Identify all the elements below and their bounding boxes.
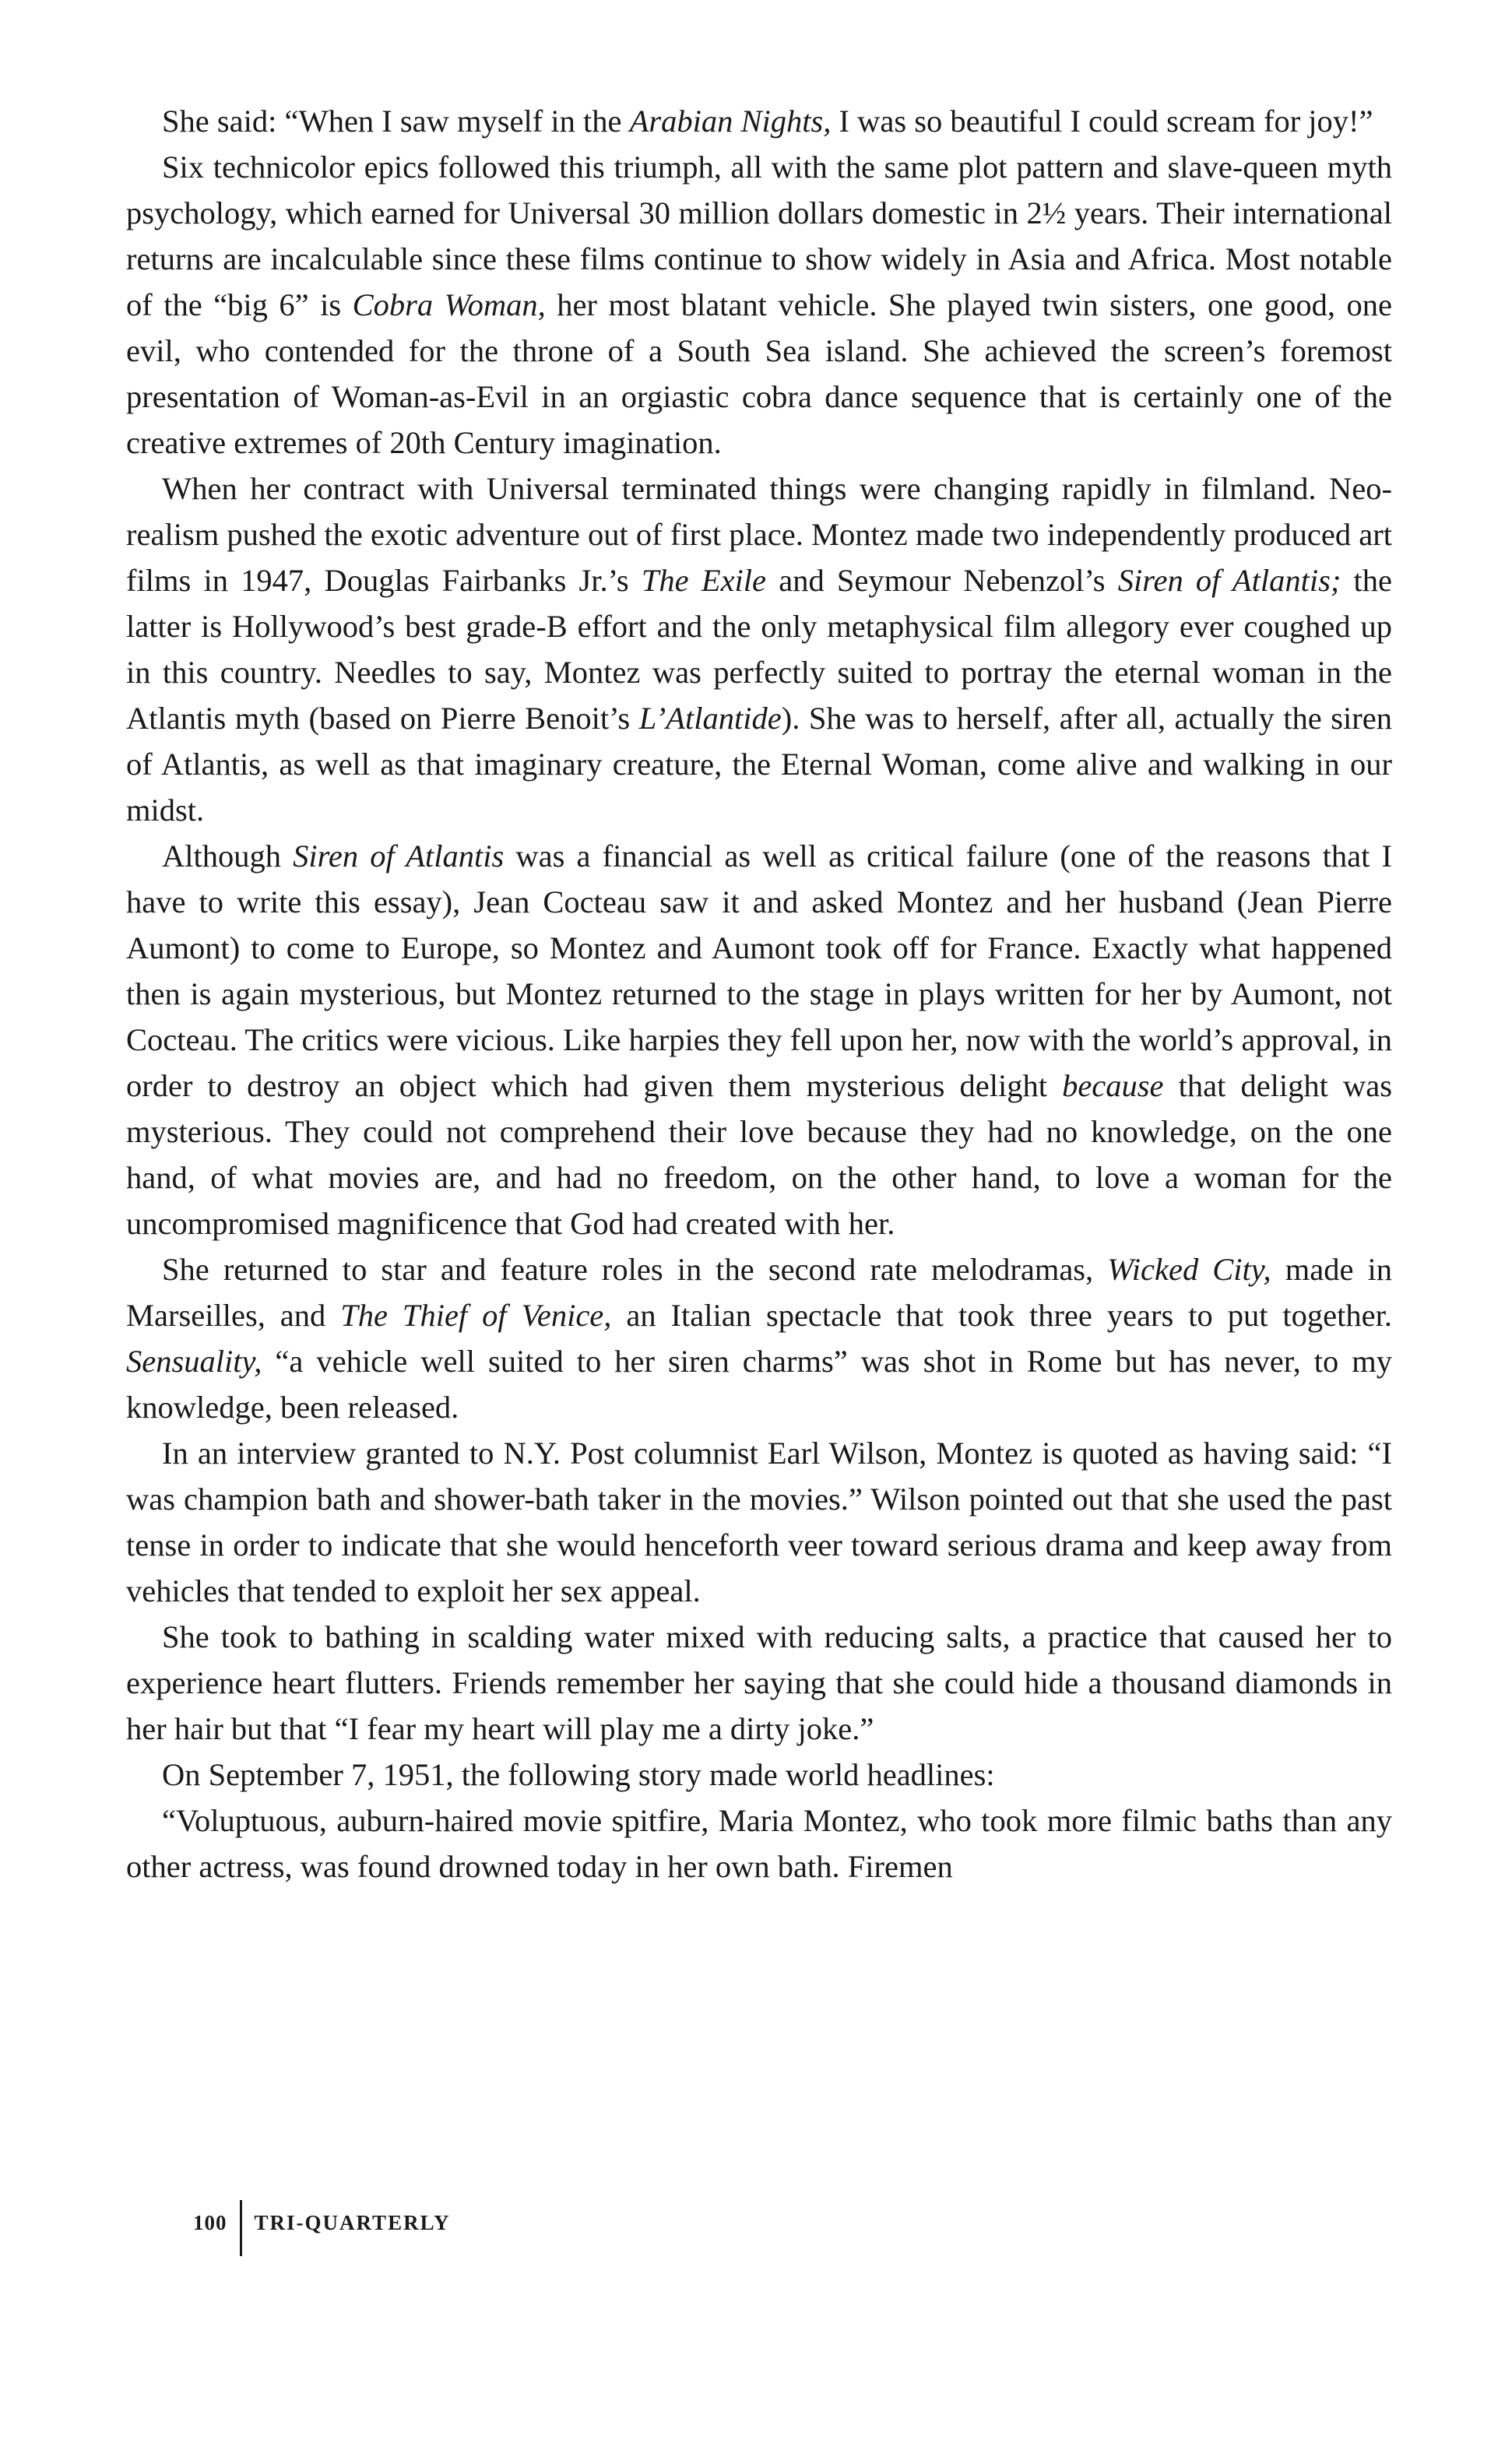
body-text: made in Marseilles, and: [126, 1252, 1392, 1333]
paragraph-3: [126, 466, 1392, 833]
italic-title-text: Cobra Woman,: [352, 287, 546, 322]
italic-title-text: Arabian Nights,: [629, 104, 832, 139]
body-text: Although: [162, 838, 294, 873]
paragraph-6: [126, 1430, 1392, 1614]
italic-title-text: because: [1062, 1068, 1164, 1103]
italic-title-text: Wicked City,: [1107, 1252, 1271, 1287]
article-body: [126, 98, 1392, 1889]
italic-title-text: The Exile: [641, 563, 767, 598]
body-text: She returned to star and feature roles in the second rate melodramas,: [162, 1252, 1108, 1287]
paragraph-7: [126, 1614, 1392, 1752]
body-text: the latter is Hollywood’s best grade-B effort and the only metaphysical film allegory ever coughed up in this country. Needles to say, Montez was perfectly suited to portray the eternal woman in the Atlantis myth (based on Pierre Benoit’s: [126, 563, 1393, 736]
italic-title-text: The Thief of Venice,: [340, 1298, 612, 1333]
paragraph-2: [126, 144, 1392, 466]
body-text: On September 7, 1951, the following story made world headlines:: [162, 1757, 995, 1792]
body-text: her most blatant vehicle. She played twin sisters, one good, one evil, who contended for the throne of a South Sea island. She achieved the screen’s foremost presentation of Woman-as-Evil in an orgiastic cobra dance sequence that is certainly one of the creative extremes of 20th Century imagination.: [126, 287, 1392, 460]
paragraph-4: [126, 833, 1392, 1246]
italic-title-text: Siren of Atlantis;: [1117, 563, 1341, 598]
page-number: 100: [193, 2211, 227, 2234]
body-text: I was so beautiful I could scream for joy!”: [831, 104, 1373, 139]
body-text: In an interview granted to N.Y. Post columnist Earl Wilson, Montez is quoted as having said: “I was champion bath and shower-bath taker in the movies.” Wilson pointed out that she used the past tense in order to indicate that she would henceforth veer toward serious drama and keep away from vehicles that tended to exploit her sex appeal.: [126, 1436, 1392, 1608]
body-text: and Seymour Nebenzol’s: [766, 563, 1118, 598]
paragraph-9: [126, 1798, 1392, 1889]
body-text: Six technicolor epics followed this triumph, all with the same plot pattern and slave-queen myth psychology, which earned for Universal 30 million dollars domestic in 2½ years. Their international returns are incalculable since these films continue to show widely in Asia and Africa. Most notable of the “big 6” is: [126, 149, 1392, 322]
body-text: was a financial as well as critical failure (one of the reasons that I have to write this essay), Jean Cocteau saw it and asked Montez and her husband (Jean Pierre Aumont) to come to Europe, so Montez and Aumont took off for France. Exactly what happened then is again mysterious, but Montez returned to the stage in plays written for her by Aumont, not Cocteau. The critics were vicious. Like harpies they fell upon her, now with the world’s approval, in order to destroy an object which had given them mysterious delight: [126, 838, 1393, 1103]
body-text: When her contract with Universal terminated things were changing rapidly in filmland. Neo-realism pushed the exotic adventure out of first place. Montez made two independently produced art films in 1947, Douglas Fairbanks Jr.’s: [126, 471, 1392, 598]
paragraph-8: [126, 1752, 1392, 1798]
paragraph-1: [126, 98, 1392, 144]
paragraph-5: [126, 1246, 1392, 1430]
body-text: She took to bathing in scalding water mixed with reducing salts, a practice that caused her to experience heart flutters. Friends remember her saying that she could hide a thousand diamonds in her hair but that “I fear my heart will play me a dirty joke.”: [126, 1619, 1392, 1746]
italic-title-text: L’Atlantide: [638, 701, 782, 736]
page-footer: [193, 2200, 451, 2256]
body-text: ). She was to herself, after all, actually the siren of Atlantis, as well as that imaginary creature, the Eternal Woman, come alive and walking in our midst.: [126, 701, 1392, 828]
journal-title: TRI-QUARTERLY: [254, 2211, 451, 2234]
body-text: She said: “When I saw myself in the: [162, 104, 630, 139]
italic-title-text: Sensuality,: [126, 1344, 262, 1379]
body-text: “Voluptuous, auburn-haired movie spitfire, Maria Montez, who took more filmic baths than any other actress, was found drowned today in her own bath. Firemen: [126, 1803, 1392, 1884]
body-text: an Italian spectacle that took three years to put together.: [611, 1298, 1392, 1333]
italic-title-text: Siren of Atlantis: [293, 838, 505, 873]
body-text: “a vehicle well suited to her siren charms” was shot in Rome but has never, to my knowledge, been released.: [126, 1344, 1392, 1425]
body-text: that delight was mysterious. They could not comprehend their love because they had no knowledge, on the one hand, of what movies are, and had no freedom, on the other hand, to love a woman for the uncompromised magnificence that God had created with her.: [126, 1068, 1393, 1241]
